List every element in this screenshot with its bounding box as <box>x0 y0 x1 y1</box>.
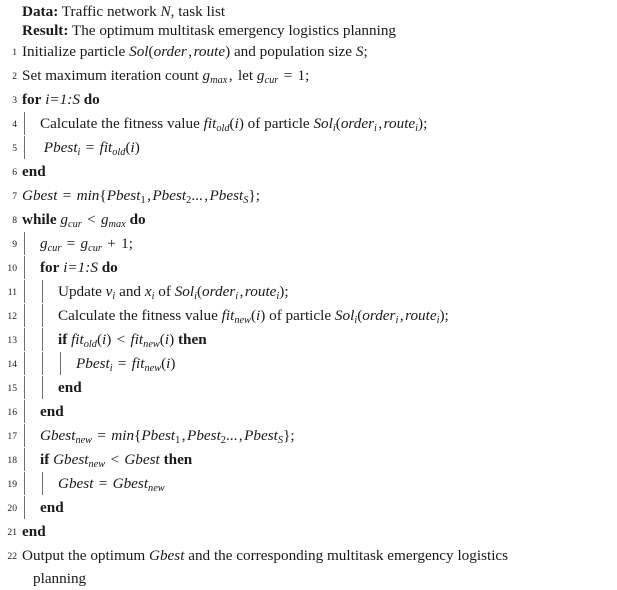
line-content <box>17 184 617 207</box>
indent-guide <box>40 352 58 375</box>
line-number: 12 <box>7 311 17 322</box>
code-line <box>0 136 617 160</box>
line-number: 18 <box>7 455 17 466</box>
result-keyword: Result: <box>22 22 69 39</box>
code-line <box>0 232 617 256</box>
line-number: 10 <box>7 263 17 274</box>
code-line <box>0 544 617 590</box>
indent-guide <box>40 328 58 351</box>
indent-guide <box>40 472 58 495</box>
line-content <box>17 88 617 111</box>
code-line <box>0 400 617 424</box>
algorithm-output-row <box>0 21 617 40</box>
indent-guide <box>22 280 40 303</box>
indent-guide <box>22 232 40 255</box>
line-content <box>17 352 617 375</box>
line-content <box>17 520 617 543</box>
code-line <box>0 472 617 496</box>
indent-guide <box>22 256 40 279</box>
line-text: if fit$_{old}$(i) < fit$_{new}$(i) then <box>58 331 207 350</box>
code-line <box>0 328 617 352</box>
line-content <box>17 208 617 231</box>
code-line <box>0 376 617 400</box>
line-number: 21 <box>7 527 17 538</box>
code-line <box>0 112 617 136</box>
code-line <box>0 184 617 208</box>
line-content <box>17 304 617 327</box>
line-text: if Gbest$_{new}$ < Gbest then <box>40 451 193 470</box>
code-line <box>0 64 617 88</box>
result-text: The optimum multitask emergency logistics planning <box>68 22 397 39</box>
line-number: 14 <box>7 359 17 370</box>
code-line <box>0 304 617 328</box>
indent-guide <box>40 376 58 399</box>
indent-guide <box>22 400 40 423</box>
code-line <box>0 496 617 520</box>
line-number: 4 <box>12 119 17 130</box>
line-text: Set maximum iteration count $g_{max}$, let $g_{cur} = 1$; <box>22 67 310 86</box>
line-content <box>17 112 617 135</box>
indent-guide <box>40 280 58 303</box>
indent-guide <box>40 304 58 327</box>
line-content <box>17 64 617 87</box>
line-text: Calculate the fitness value fit$_{old}$(i) of particle Sol$_i$(order$_i$,route$_i$); <box>40 115 428 134</box>
line-text: while $g_{cur} < g_{max}$ do <box>22 211 146 230</box>
line-text: Output the optimum Gbest and the corresponding multitask emergency logistics planning <box>22 547 509 587</box>
line-content <box>17 472 617 495</box>
indent-guide <box>22 304 40 327</box>
line-content <box>17 256 617 279</box>
line-number: 9 <box>12 239 17 250</box>
line-number: 19 <box>7 479 17 490</box>
line-content <box>17 160 617 183</box>
line-content <box>17 400 617 423</box>
code-line <box>0 280 617 304</box>
data-text-suffix: , task list <box>170 3 226 20</box>
indent-guide <box>22 112 40 135</box>
line-text: for i=1:S do <box>22 91 100 108</box>
line-content <box>17 448 617 471</box>
line-text: for i=1:S do <box>40 259 118 276</box>
line-text: Gbest$_{new}$ = min{Pbest$_1$,Pbest$_2$...,Pbest$_S$}; <box>40 427 295 446</box>
code-line <box>0 256 617 280</box>
line-text: Initialize particle Sol(order,route) and population size S; <box>22 43 368 60</box>
line-text: end <box>40 403 64 420</box>
indent-guide <box>58 352 76 375</box>
algorithm-input-row <box>0 2 617 21</box>
indent-guide <box>22 472 40 495</box>
line-number: 13 <box>7 335 17 346</box>
line-text: end <box>40 499 64 516</box>
line-number: 5 <box>12 143 17 154</box>
line-text: end <box>58 379 82 396</box>
indent-guide <box>22 328 40 351</box>
line-content <box>17 232 617 255</box>
indent-guide <box>22 352 40 375</box>
line-text: end <box>22 523 46 540</box>
line-number: 20 <box>7 503 17 514</box>
line-number: 22 <box>7 551 17 562</box>
line-text: end <box>22 163 46 180</box>
code-line <box>0 160 617 184</box>
line-content <box>17 328 617 351</box>
line-text: Pbest$_i$ = fit$_{old}$(i) <box>43 139 140 158</box>
line-text: $g_{cur} = g_{cur} + 1$; <box>40 235 133 254</box>
indent-guide <box>22 424 40 447</box>
line-text: Calculate the fitness value fit$_{new}$(i) of particle Sol$_i$(order$_i$,route$_i$); <box>58 307 449 326</box>
indent-guide <box>22 376 40 399</box>
line-text: Gbest = Gbest$_{new}$ <box>58 475 165 494</box>
line-number: 3 <box>12 95 17 106</box>
code-line <box>0 88 617 112</box>
line-number: 16 <box>7 407 17 418</box>
line-number: 6 <box>12 167 17 178</box>
line-content <box>17 544 617 590</box>
code-line <box>0 424 617 448</box>
line-number: 17 <box>7 431 17 442</box>
line-number: 7 <box>12 191 17 202</box>
line-number: 8 <box>12 215 17 226</box>
line-content <box>17 376 617 399</box>
line-content <box>17 280 617 303</box>
data-text-prefix: Traffic network <box>58 3 161 20</box>
line-text: Gbest = min{Pbest$_1$,Pbest$_2$...,Pbest$_S$}; <box>22 187 260 206</box>
data-keyword: Data: <box>22 3 59 20</box>
data-variable-n: N <box>160 3 171 20</box>
code-line <box>0 208 617 232</box>
line-text: Update $v_i$ and $x_i$ of Sol$_i$(order$_i$,route$_i$); <box>58 283 289 302</box>
indent-guide <box>22 136 40 159</box>
line-content <box>17 136 617 159</box>
algorithm-output-text <box>17 21 617 40</box>
code-line <box>0 40 617 64</box>
line-content <box>17 40 617 63</box>
line-number: 1 <box>12 47 17 58</box>
code-line <box>0 520 617 544</box>
line-content <box>17 424 617 447</box>
code-line <box>0 352 617 376</box>
code-line <box>0 448 617 472</box>
algorithm-input-text <box>17 2 617 21</box>
line-number: 15 <box>7 383 17 394</box>
line-number: 11 <box>7 287 17 298</box>
line-number: 2 <box>12 71 17 82</box>
indent-guide <box>22 448 40 471</box>
line-text: Pbest$_i$ = fit$_{new}$(i) <box>76 355 176 374</box>
